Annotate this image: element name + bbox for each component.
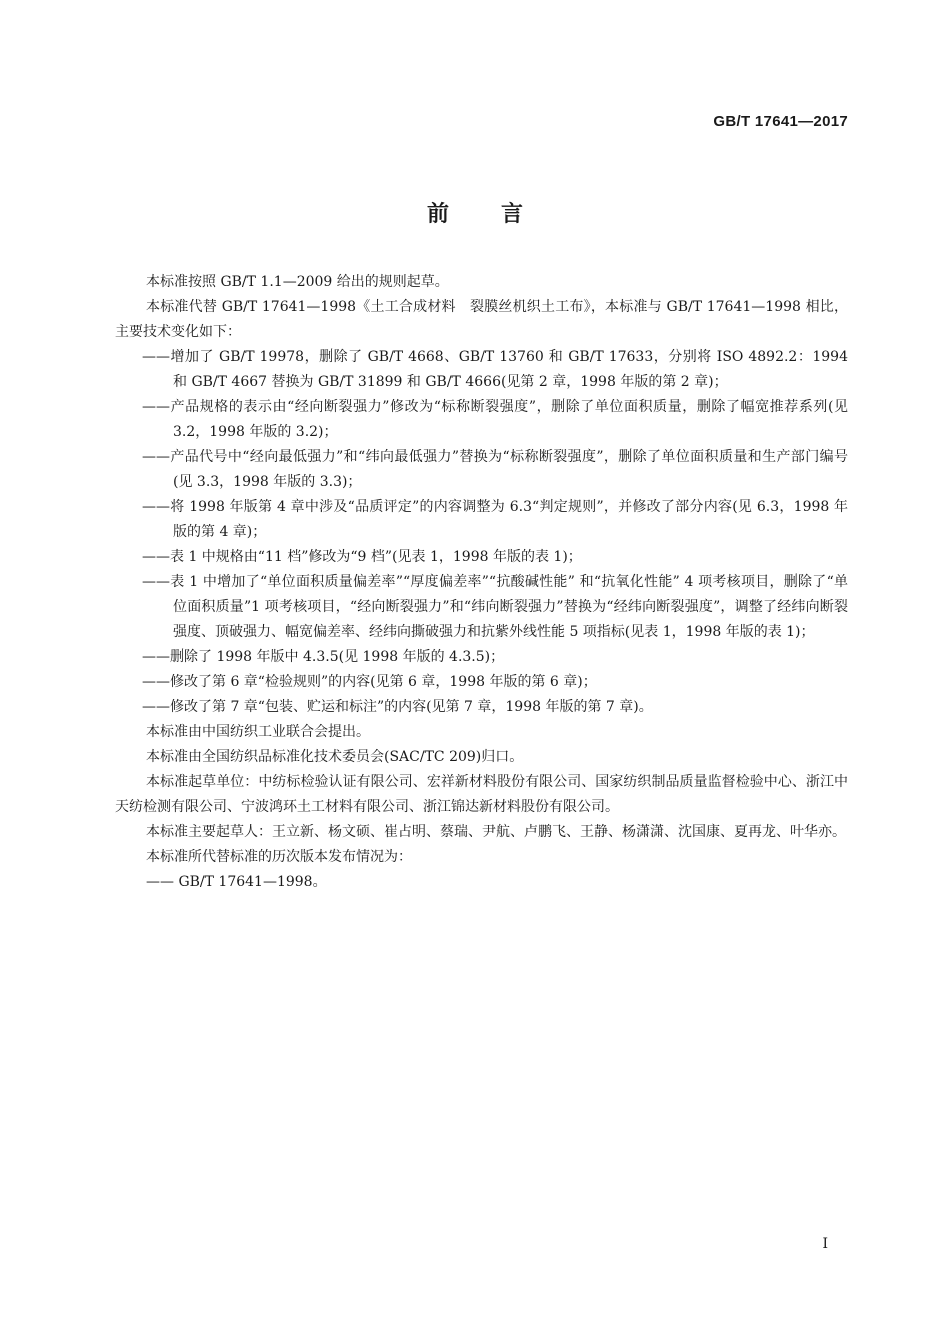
change-item: ——修改了第 6 章“检验规则”的内容(见第 6 章，1998 年版的第 6 章)； [142, 674, 597, 690]
proposer-paragraph: 本标准由中国纺织工业联合会提出。 [146, 724, 370, 740]
drafting-units-paragraph: 本标准起草单位：中纺标检验认证有限公司、宏祥新材料股份有限公司、国家纺织制品质量监督检验中心、浙江中天纺检测有限公司、宁波鸿环土工材料有限公司、浙江锦达新材料股份有限公司。 [115, 774, 848, 815]
foreword-body [115, 270, 848, 895]
change-item: ——将 1998 年版第 4 章中涉及“品质评定”的内容调整为 6.3“判定规则”，并修改了部分内容(见 6.3，1998 年版的第 4 章)； [142, 499, 848, 540]
centralized-management-paragraph: 本标准由全国纺织品标准化技术委员会(SAC/TC 209)归口。 [146, 749, 524, 765]
change-item: ——产品代号中“经向最低强力”和“纬向最低强力”替换为“标称断裂强度”，删除了单位面积质量和生产部门编号(见 3.3，1998 年版的 3.3)； [142, 449, 848, 490]
history-intro-paragraph: 本标准所代替标准的历次版本发布情况为： [146, 849, 412, 865]
page-number: I [822, 1236, 828, 1252]
change-item: ——产品规格的表示由“经向断裂强力”修改为“标称断裂强度”，删除了单位面积质量，删除了幅宽推荐系列(见 3.2，1998 年版的 3.2)； [142, 399, 848, 440]
standard-code: GB/T 17641—2017 [713, 113, 848, 130]
history-item: —— GB/T 17641—1998。 [146, 874, 327, 890]
drafters-paragraph: 本标准主要起草人：王立新、杨文硕、崔占明、蔡瑞、尹航、卢鹏飞、王静、杨潇潇、沈国康、夏再龙、叶华亦。 [146, 824, 846, 840]
change-item: ——删除了 1998 年版中 4.3.5(见 1998 年版的 4.3.5)； [142, 649, 505, 665]
change-item: ——修改了第 7 章“包装、贮运和标注”的内容(见第 7 章，1998 年版的第 7 章)。 [142, 699, 653, 715]
change-item: ——表 1 中规格由“11 档”修改为“9 档”(见表 1，1998 年版的表 1)； [142, 549, 582, 565]
change-item: ——增加了 GB/T 19978，删除了 GB/T 4668、GB/T 13760 和 GB/T 17633，分别将 ISO 4892.2：1994 和 GB/T 4667 替换为 GB/T 31899 和 GB/T 4666(见第 2 章，1998 年版的第 2 章)； [142, 349, 848, 390]
drafting-rule-paragraph: 本标准按照 GB/T 1.1—2009 给出的规则起草。 [146, 274, 449, 290]
change-item: ——表 1 中增加了“单位面积质量偏差率”“厚度偏差率”“抗酸碱性能” 和“抗氧化性能” 4 项考核项目，删除了“单位面积质量”1 项考核项目，“经向断裂强力”和“纬向断裂强力”替换为“经纬向断裂强度”，调整了经纬向断裂强度、顶破强力、幅宽偏差率、经纬向撕破强力和抗紫外线性能 5 项指标(见表 1，1998 年版的表 1)； [142, 574, 848, 640]
page-title: 前言 [426, 202, 575, 227]
replacement-paragraph: 本标准代替 GB/T 17641—1998《土工合成材料 裂膜丝机织土工布》，本标准与 GB/T 17641—1998 相比，主要技术变化如下： [115, 299, 848, 340]
